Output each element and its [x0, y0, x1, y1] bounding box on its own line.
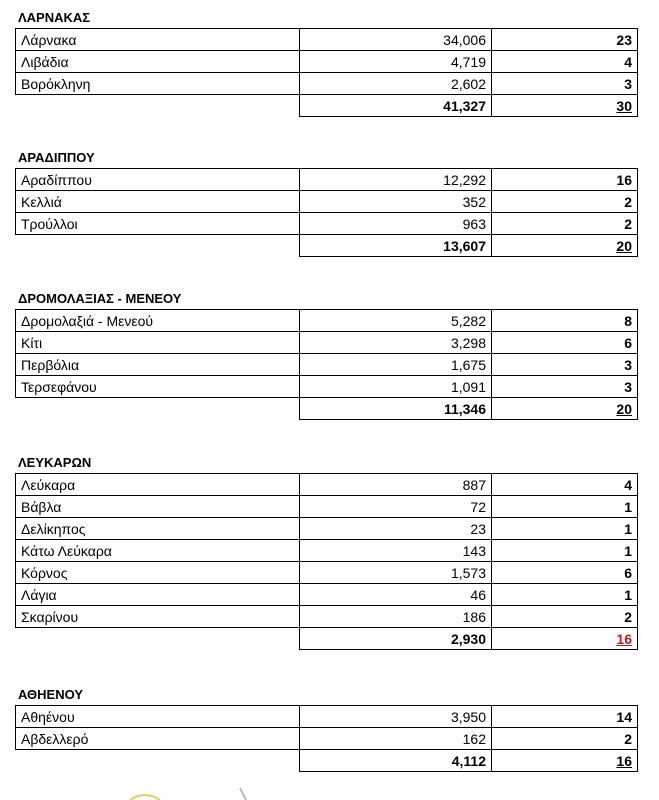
- section-title: ΑΘΗΕΝΟΥ: [18, 687, 84, 702]
- table-row: [16, 376, 638, 398]
- total-row: [16, 95, 638, 117]
- count-value: 6: [492, 562, 638, 584]
- table-row: [16, 496, 638, 518]
- municipality-table: [15, 28, 638, 117]
- count-value: 4: [492, 51, 638, 73]
- count-value: 2: [492, 728, 638, 750]
- count-value: 1: [492, 540, 638, 562]
- table-row: [16, 728, 638, 750]
- count-value: 3: [492, 376, 638, 398]
- total-population: 4,112: [300, 750, 492, 772]
- population-value: 2,602: [300, 73, 492, 95]
- count-value: 23: [492, 29, 638, 51]
- population-value: 46: [300, 584, 492, 606]
- community-name: Βάβλα: [16, 496, 300, 518]
- population-value: 12,292: [300, 169, 492, 191]
- population-value: 162: [300, 728, 492, 750]
- population-value: 143: [300, 540, 492, 562]
- total-count: 20: [492, 398, 638, 420]
- community-name: Κελλιά: [16, 191, 300, 213]
- section-title: ΑΡΑΔΙΠΠΟΥ: [18, 150, 95, 165]
- community-name: Δελίκηπος: [16, 518, 300, 540]
- total-population: 11,346: [300, 398, 492, 420]
- empty-cell: [16, 750, 300, 772]
- count-value: 8: [492, 310, 638, 332]
- population-value: 963: [300, 213, 492, 235]
- count-value: 6: [492, 332, 638, 354]
- municipality-table: [15, 168, 638, 257]
- total-count: 30: [492, 95, 638, 117]
- population-value: 1,573: [300, 562, 492, 584]
- community-name: Αβδελλερό: [16, 728, 300, 750]
- community-name: Περβόλια: [16, 354, 300, 376]
- section-title: ΛΑΡΝΑΚΑΣ: [18, 10, 91, 25]
- section-lefkara: [15, 453, 637, 650]
- count-value: 3: [492, 354, 638, 376]
- community-name: Αθηένου: [16, 706, 300, 728]
- community-name: Λεύκαρα: [16, 474, 300, 496]
- population-value: 4,719: [300, 51, 492, 73]
- section-larnaka: [15, 8, 637, 117]
- community-name: Λιβάδια: [16, 51, 300, 73]
- table-row: [16, 518, 638, 540]
- total-row: [16, 398, 638, 420]
- population-value: 887: [300, 474, 492, 496]
- table-row: [16, 706, 638, 728]
- count-value: 16: [492, 169, 638, 191]
- table-row: [16, 562, 638, 584]
- community-name: Σκαρίνου: [16, 606, 300, 628]
- table-row: [16, 169, 638, 191]
- table-row: [16, 332, 638, 354]
- count-value: 2: [492, 606, 638, 628]
- population-value: 3,298: [300, 332, 492, 354]
- section-title: ΛΕΥΚΑΡΩΝ: [18, 455, 92, 470]
- table-row: [16, 474, 638, 496]
- count-value: 2: [492, 213, 638, 235]
- table-row: [16, 540, 638, 562]
- total-count: 16: [492, 628, 638, 650]
- community-name: Δρομολαξιά - Μενεού: [16, 310, 300, 332]
- empty-cell: [16, 628, 300, 650]
- total-row: [16, 750, 638, 772]
- community-name: Λάγια: [16, 584, 300, 606]
- population-value: 186: [300, 606, 492, 628]
- section-dromolaxia: [15, 289, 637, 420]
- table-row: [16, 584, 638, 606]
- community-name: Κίτι: [16, 332, 300, 354]
- population-value: 34,006: [300, 29, 492, 51]
- population-value: 72: [300, 496, 492, 518]
- count-value: 1: [492, 584, 638, 606]
- municipality-table: [15, 309, 638, 420]
- table-row: [16, 51, 638, 73]
- population-value: 1,675: [300, 354, 492, 376]
- community-name: Τερσεφάνου: [16, 376, 300, 398]
- table-row: [16, 29, 638, 51]
- total-count: 16: [492, 750, 638, 772]
- community-name: Κόρνος: [16, 562, 300, 584]
- section-aradippou: [15, 148, 637, 257]
- table-row: [16, 73, 638, 95]
- total-row: [16, 235, 638, 257]
- population-value: 5,282: [300, 310, 492, 332]
- table-row: [16, 354, 638, 376]
- municipality-table: [15, 705, 638, 772]
- community-name: Αραδίππου: [16, 169, 300, 191]
- table-row: [16, 310, 638, 332]
- total-population: 13,607: [300, 235, 492, 257]
- empty-cell: [16, 398, 300, 420]
- total-population: 41,327: [300, 95, 492, 117]
- community-name: Λάρνακα: [16, 29, 300, 51]
- count-value: 1: [492, 518, 638, 540]
- total-count: 20: [492, 235, 638, 257]
- section-title: ΔΡΟΜΟΛΑΞΙΑΣ - ΜΕΝΕΟΥ: [18, 291, 182, 306]
- population-value: 1,091: [300, 376, 492, 398]
- population-value: 23: [300, 518, 492, 540]
- empty-cell: [16, 95, 300, 117]
- section-athienou: [15, 685, 637, 772]
- population-value: 352: [300, 191, 492, 213]
- population-value: 3,950: [300, 706, 492, 728]
- count-value: 14: [492, 706, 638, 728]
- count-value: 1: [492, 496, 638, 518]
- count-value: 2: [492, 191, 638, 213]
- municipality-table: [15, 473, 638, 650]
- total-population: 2,930: [300, 628, 492, 650]
- community-name: Τρούλλοι: [16, 213, 300, 235]
- community-name: Κάτω Λεύκαρα: [16, 540, 300, 562]
- table-row: [16, 606, 638, 628]
- table-row: [16, 191, 638, 213]
- count-value: 3: [492, 73, 638, 95]
- table-row: [16, 213, 638, 235]
- community-name: Βορόκληνη: [16, 73, 300, 95]
- partial-logo-icon: [100, 786, 250, 800]
- total-row: [16, 628, 638, 650]
- count-value: 4: [492, 474, 638, 496]
- empty-cell: [16, 235, 300, 257]
